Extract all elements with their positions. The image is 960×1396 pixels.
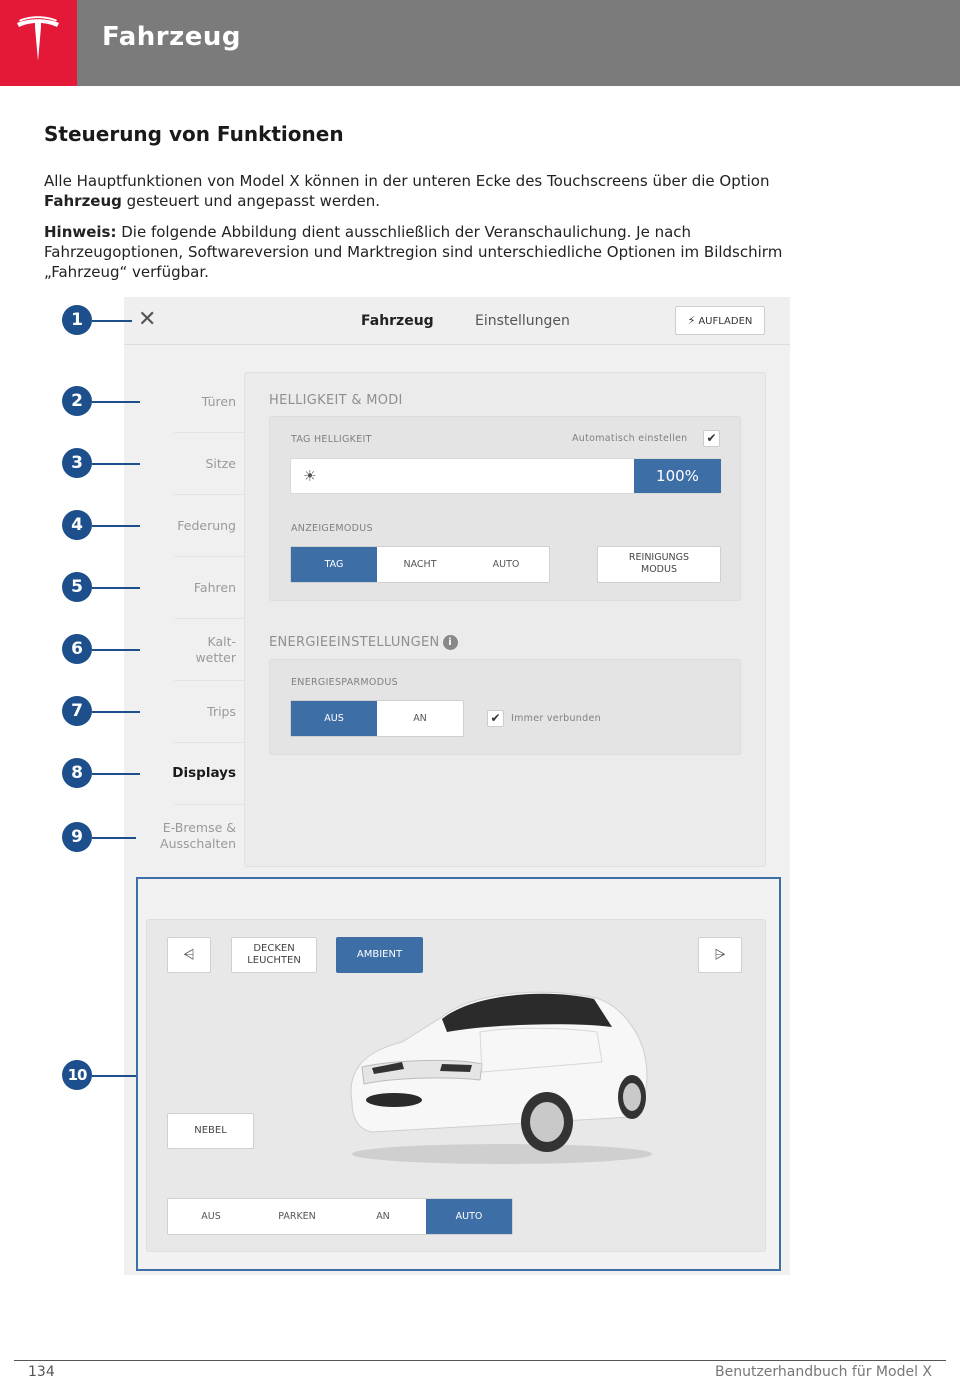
vehicle-screen-illustration [124,297,790,1275]
charge-button[interactable] [675,306,765,335]
sidebar-item-parking-brake[interactable] [144,820,236,852]
callout-line [92,320,132,322]
callout-5: 5 [62,572,92,602]
energy-heading-text: ENERGIEEINSTELLUNGEN [269,635,440,650]
energy-saving-selector [290,700,464,737]
callout-9: 9 [62,822,92,852]
clean-mode-button[interactable] [597,546,721,583]
charge-button-label: AUFLADEN [698,316,753,327]
tesla-logo [0,0,77,86]
callout-line [92,837,136,839]
headlight-on-button[interactable]: AN [376,1211,390,1222]
headlight-off-button[interactable]: AUS [201,1211,221,1222]
lights-card [146,919,766,1252]
clean-line-1: REINIGUNGS [628,552,690,563]
callout-2: 2 [62,386,92,416]
tab-settings[interactable]: Einstellungen [475,313,570,329]
sidebar-divider [174,432,244,433]
close-icon[interactable]: ✕ [138,307,157,332]
clean-line-2: MODUS [641,564,677,575]
intro-paragraph [44,171,904,211]
callout-line [92,711,140,713]
sidebar-item-trips[interactable]: Trips [207,704,236,719]
note-text-b: Fahrzeugoptionen, Softwareversion und Marktregion sind unterschiedliche Optionen im Bildschirm [44,243,783,261]
cold-line-1: Kalt- [207,634,236,649]
sun-icon: ☀ [303,467,317,485]
tab-vehicle[interactable]: Fahrzeug [361,313,434,329]
callout-8: 8 [62,758,92,788]
display-mode-selector [290,546,550,583]
page-header [0,0,960,86]
always-connected-label: Immer verbunden [511,713,601,724]
callout-10: 10 [62,1060,92,1090]
model-x-car-image [332,972,662,1172]
callout-4: 4 [62,510,92,540]
intro-bold: Fahrzeug [44,192,122,210]
headlight-mode-selector [167,1198,513,1235]
dome-line-2: LEUCHTEN [247,955,301,966]
screen-topbar [124,297,790,345]
footer-divider [14,1360,946,1361]
note-text-a: Die folgende Abbildung dient ausschließlich der Veranschaulichung. Je nach [116,223,692,241]
mode-night-button[interactable]: NACHT [403,559,437,570]
callout-line [92,649,140,651]
mode-day-button[interactable]: TAG [291,547,377,582]
page-number: 134 [28,1364,55,1380]
energy-card [269,659,741,755]
sidebar-divider [174,742,244,743]
intro-text-b: gesteuert und angepasst werden. [121,192,381,210]
brightness-slider[interactable] [290,458,721,494]
always-connected-checkbox[interactable]: ✔ [487,710,504,727]
energy-heading [269,635,458,650]
dome-line-1: DECKEN [253,943,295,954]
callout-line [92,401,140,403]
lights-control-area [136,877,781,1271]
display-mode-label: ANZEIGEMODUS [291,523,373,534]
sidebar-item-seats[interactable]: Sitze [205,456,236,471]
sidebar-item-suspension[interactable]: Federung [177,518,236,533]
fog-lights-button[interactable]: NEBEL [167,1113,254,1149]
callout-line [92,587,140,589]
tesla-t-icon [13,15,63,65]
charge-bolt-icon: ⚡ [687,314,696,327]
energy-off-button[interactable]: AUS [291,701,377,736]
brightness-value: 100% [634,459,721,493]
sidebar-divider [174,680,244,681]
sidebar-item-doors[interactable]: Türen [201,394,236,409]
note-text-c: „Fahrzeug“ verfügbar. [44,263,209,281]
sidebar-item-displays[interactable]: Displays [172,765,236,781]
dome-lights-button[interactable] [231,937,317,973]
energy-saving-label: ENERGIESPARMODUS [291,677,398,688]
chapter-title: Fahrzeug [102,22,242,52]
callout-6: 6 [62,634,92,664]
auto-adjust-label: Automatisch einstellen [572,433,688,444]
brightness-card [269,416,741,601]
callout-line [92,463,140,465]
sidebar-item-driving[interactable]: Fahren [193,580,236,595]
sidebar-item-cold-weather[interactable] [144,634,236,666]
headlight-left-icon[interactable]: ⩤ [167,937,211,973]
sidebar-divider [174,804,244,805]
energy-on-button[interactable]: AN [413,713,427,724]
displays-panel [244,372,766,867]
mode-auto-button[interactable]: AUTO [492,559,520,570]
sidebar-divider [174,556,244,557]
headlight-auto-button[interactable]: AUTO [426,1199,512,1234]
headlight-right-icon[interactable]: ⩥ [698,937,742,973]
callout-1: 1 [62,305,92,335]
headlight-parking-button[interactable]: PARKEN [278,1211,316,1222]
callout-3: 3 [62,448,92,478]
brake-line-2: Ausschalten [160,836,236,851]
sidebar-divider [174,494,244,495]
auto-adjust-checkbox[interactable]: ✔ [703,430,720,447]
day-brightness-label: TAG HELLIGKEIT [291,434,372,445]
callout-line [92,525,140,527]
sidebar-divider [174,618,244,619]
footer-title: Benutzerhandbuch für Model X [715,1364,932,1380]
callout-7: 7 [62,696,92,726]
intro-text-a: Alle Hauptfunktionen von Model X können in der unteren Ecke des Touchscreens über die Option [44,172,770,190]
callout-line [92,773,140,775]
note-paragraph [44,222,904,282]
brake-line-1: E-Bremse & [162,820,236,835]
cold-line-2: wetter [195,650,236,665]
section-title: Steuerung von Funktionen [44,122,344,146]
note-bold: Hinweis: [44,223,117,241]
callout-line [92,1075,136,1077]
info-icon[interactable]: i [443,635,458,650]
brightness-heading: HELLIGKEIT & MODI [269,393,403,408]
ambient-lights-button[interactable]: AMBIENT [336,937,423,973]
